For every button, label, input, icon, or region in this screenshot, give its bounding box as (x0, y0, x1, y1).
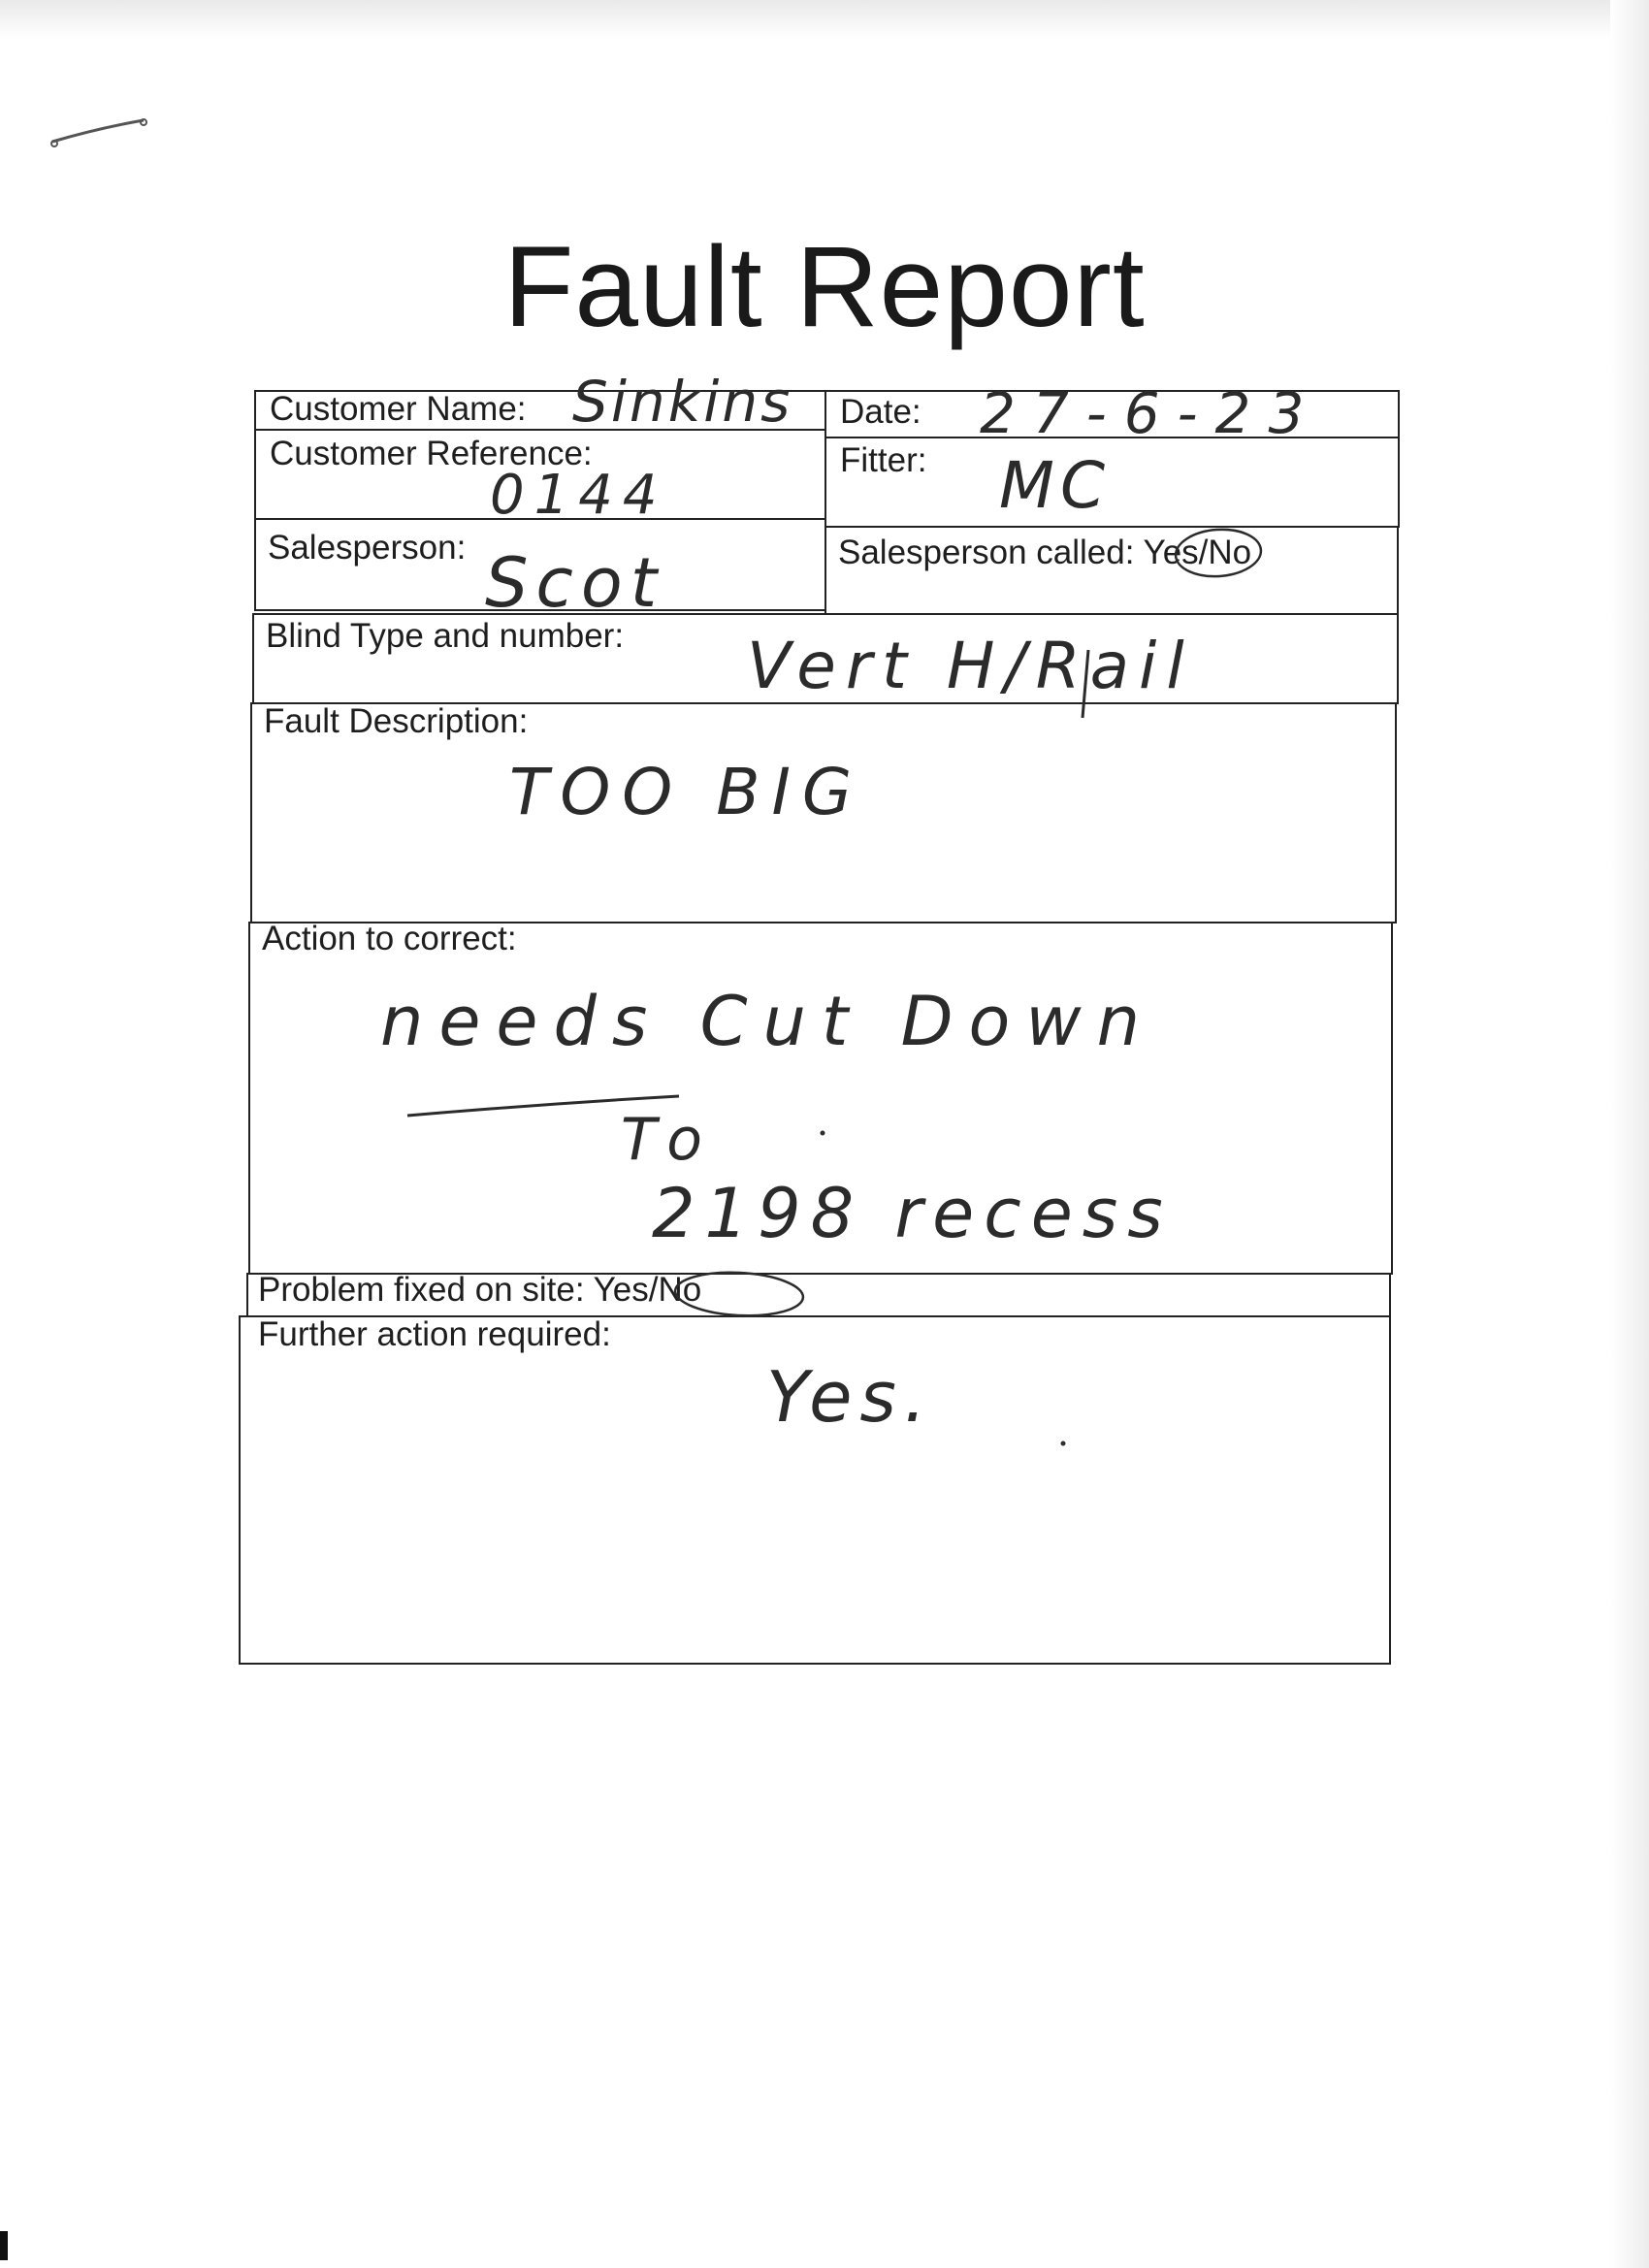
action-to-correct-label: Action to correct: (262, 920, 517, 957)
salesperson-called-label: Salesperson called: Yes/No (838, 534, 1252, 571)
fault-description-value[interactable]: TOO BIG (509, 755, 864, 829)
customer-name-value[interactable]: Sinkins (572, 369, 793, 435)
scan-shadow-top (0, 0, 1649, 39)
customer-reference-label: Customer Reference: (270, 435, 593, 472)
scan-edge-mark (0, 2231, 8, 2260)
customer-reference-value[interactable]: 0144 (490, 464, 667, 527)
staple-mark (50, 114, 147, 153)
date-value[interactable]: 27-6-23 (980, 380, 1322, 446)
fitter-label: Fitter: (840, 441, 927, 479)
page-title: Fault Report (503, 223, 1146, 351)
problem-fixed-circled-answer[interactable] (669, 1271, 805, 1313)
salesperson-called-circled-answer[interactable] (1180, 530, 1259, 578)
fault-description-label: Fault Description: (264, 702, 529, 740)
problem-fixed-label: Problem fixed on site: Yes/No (258, 1271, 702, 1309)
action-line-2[interactable]: To (621, 1106, 720, 1174)
action-line-3[interactable]: 2198 recess (652, 1174, 1173, 1253)
salesperson-label: Salesperson: (268, 529, 467, 567)
salesperson-value[interactable]: Scot (485, 543, 665, 623)
blind-type-label: Blind Type and number: (266, 617, 625, 655)
action-line-1[interactable]: needs Cut Down (380, 982, 1155, 1061)
customer-name-label: Customer Name: (270, 390, 527, 428)
date-label: Date: (840, 393, 922, 431)
further-action-value[interactable]: Yes. (766, 1356, 934, 1438)
fitter-value[interactable]: MC (999, 448, 1112, 523)
further-action-label: Further action required: (258, 1315, 611, 1353)
blind-type-value[interactable]: Vert H/Rail (747, 629, 1194, 703)
